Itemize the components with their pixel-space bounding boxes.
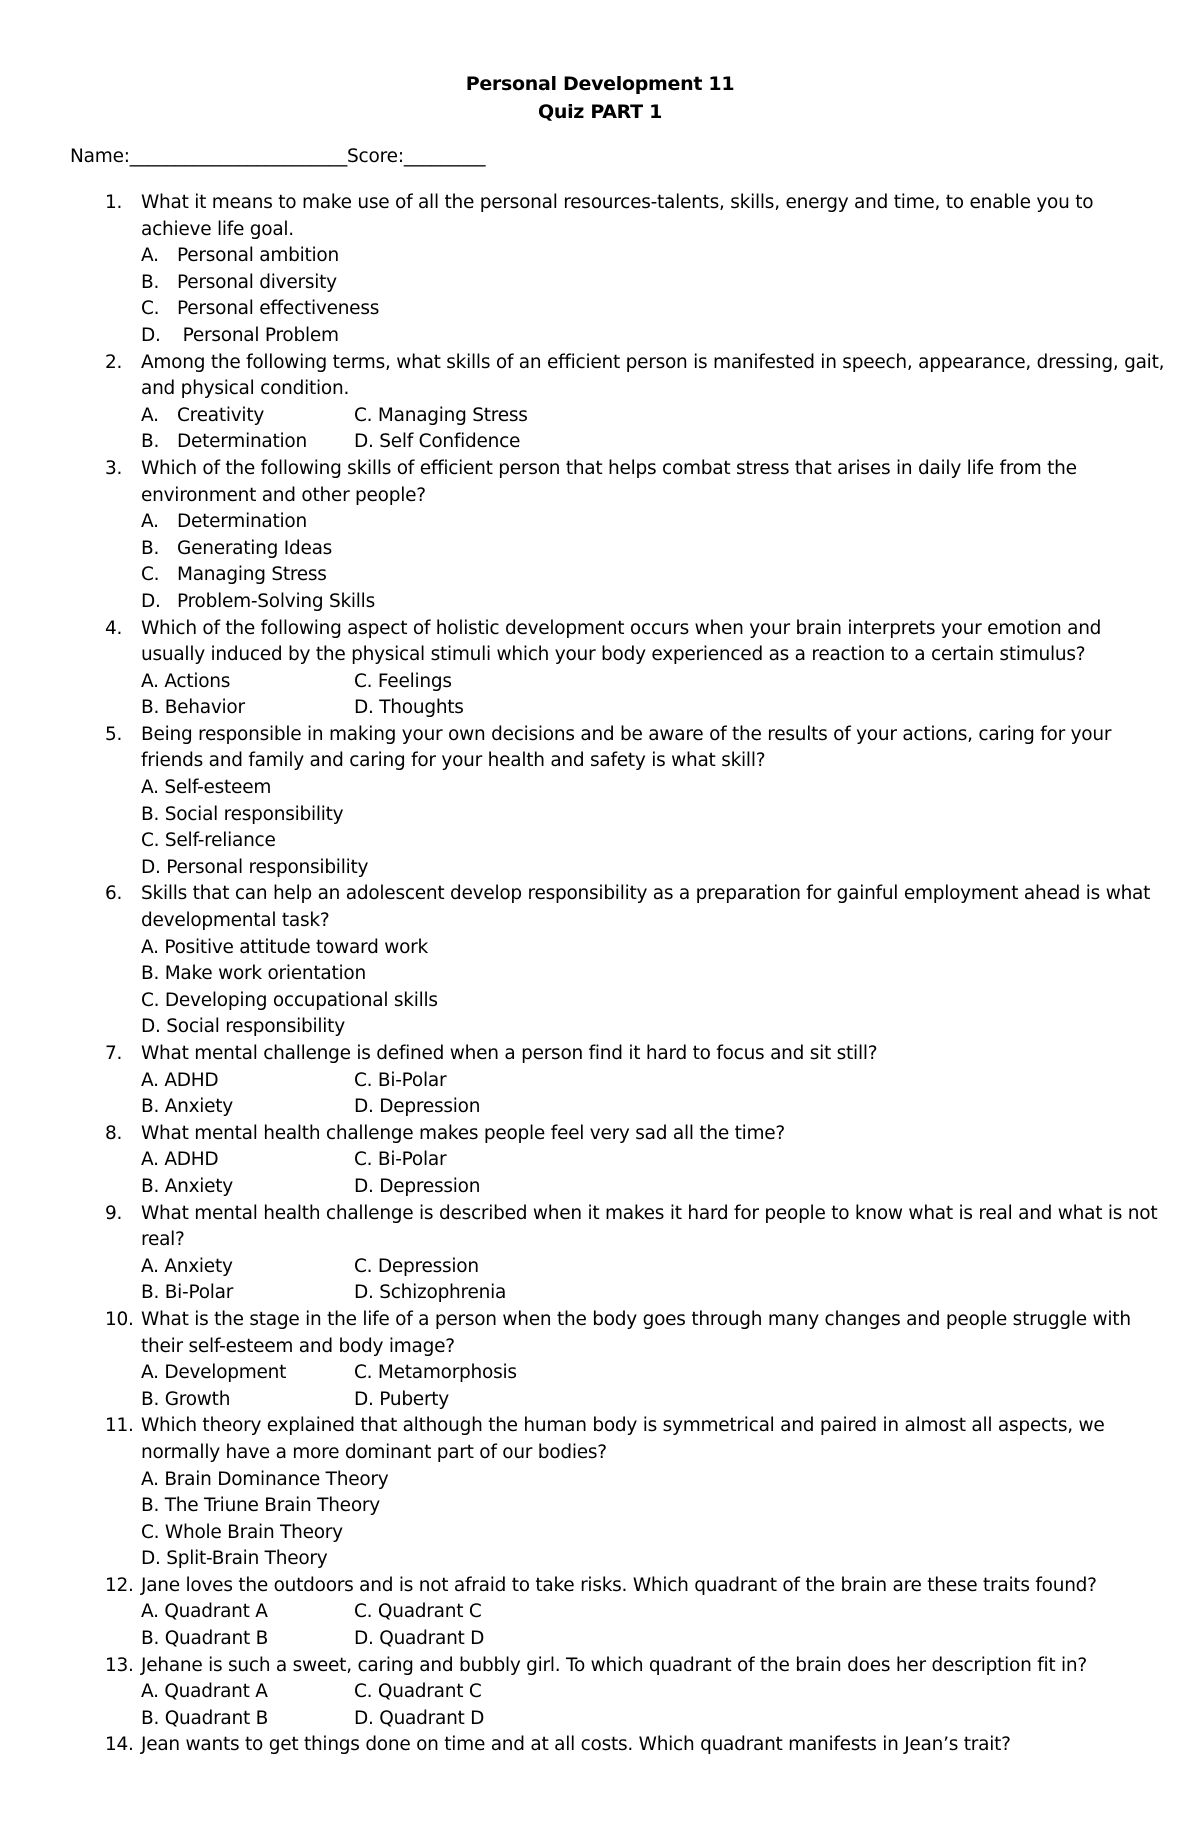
answer-option-row: [70, 1174, 1140, 1201]
question-text: [70, 1732, 1140, 1759]
question-line: developmental task?: [141, 910, 330, 932]
question-line: What mental health challenge makes people feel very sad all the time?: [141, 1122, 785, 1144]
answer-option-row: [70, 988, 1140, 1015]
option-text: A. Actions: [141, 670, 231, 692]
document-subtitle: Quiz PART 1: [537, 101, 663, 123]
option-letter: A.: [141, 245, 159, 267]
question-text-continued: [70, 483, 1140, 510]
option-text-right: C. Metamorphosis: [354, 1362, 517, 1384]
answer-option-row: [70, 562, 1140, 589]
option-letter: A.: [141, 404, 159, 426]
option-text: C. Self-reliance: [141, 830, 276, 852]
option-text: B. Quadrant B: [141, 1628, 269, 1650]
answer-option-row: [70, 1280, 1140, 1307]
option-text-right: C. Bi-Polar: [354, 1069, 447, 1091]
question-text: [70, 1413, 1140, 1440]
answer-option-row: [70, 1626, 1140, 1653]
question-line: achieve life goal.: [141, 218, 294, 240]
option-text: B. Make work orientation: [141, 963, 366, 985]
option-text-right: D. Thoughts: [354, 697, 464, 719]
question-list: [70, 190, 1165, 1759]
question-number: 10.: [105, 1308, 134, 1330]
answer-option-row: [70, 1094, 1140, 1121]
option-text: B. Bi-Polar: [141, 1282, 234, 1304]
option-text: A. Positive attitude toward work: [141, 936, 428, 958]
answer-option-row: [70, 323, 1140, 350]
question-text-continued: [70, 376, 1140, 403]
answer-option-row: [70, 1706, 1140, 1733]
answer-option-row: [70, 1679, 1140, 1706]
question-number: 5.: [105, 723, 123, 745]
question-text: [70, 722, 1140, 749]
answer-option-row: [70, 669, 1140, 696]
question-text-continued: [70, 1334, 1140, 1361]
answer-option-row: [70, 403, 1140, 430]
option-text: C. Whole Brain Theory: [141, 1521, 343, 1543]
option-text: B. Anxiety: [141, 1175, 234, 1197]
question-line: Skills that can help an adolescent develop responsibility as a preparation for gainful employment ahead is what: [141, 883, 1151, 905]
answer-option-row: [70, 1493, 1140, 1520]
question-number: 6.: [105, 883, 123, 905]
option-text: A. Self-esteem: [141, 777, 272, 799]
option-text-right: D. Quadrant D: [354, 1628, 485, 1650]
option-text-right: C. Quadrant C: [354, 1601, 482, 1623]
option-text: B. Growth: [141, 1388, 231, 1410]
option-text-right: D. Self Confidence: [354, 431, 521, 453]
option-text: Problem-Solving Skills: [177, 590, 375, 612]
answer-option-row: [70, 1254, 1140, 1281]
option-text-right: D. Puberty: [354, 1388, 449, 1410]
option-letter: B.: [141, 431, 160, 453]
question-text: [70, 1653, 1140, 1680]
option-text: Personal ambition: [177, 245, 339, 267]
question-line: real?: [141, 1229, 185, 1251]
question-number: 2.: [105, 351, 123, 373]
question-line: friends and family and caring for your health and safety is what skill?: [141, 750, 766, 772]
option-text: D. Split-Brain Theory: [141, 1548, 328, 1570]
option-letter: B.: [141, 537, 160, 559]
option-text: A. ADHD: [141, 1069, 219, 1091]
question-text: [70, 456, 1140, 483]
option-letter: C.: [141, 564, 160, 586]
question-text: [70, 881, 1151, 908]
option-text: C. Developing occupational skills: [141, 989, 438, 1011]
question-line: What is the stage in the life of a person when the body goes through many changes and people struggle with: [141, 1308, 1131, 1330]
question-line: Which theory explained that although the human body is symmetrical and paired in almost all aspects, we: [141, 1415, 1105, 1437]
option-text: A. Brain Dominance Theory: [141, 1468, 389, 1490]
question-line: Jehane is such a sweet, caring and bubbly girl. To which quadrant of the brain does her description fit in?: [141, 1654, 1087, 1676]
question-item: [70, 722, 1140, 882]
question-item: [70, 616, 1140, 722]
question-text-continued: [70, 217, 1140, 244]
option-text: B. The Triune Brain Theory: [141, 1495, 380, 1517]
question-text: [70, 1307, 1140, 1334]
question-text: [70, 1201, 1158, 1228]
question-line: Jane loves the outdoors and is not afraid to take risks. Which quadrant of the brain are these traits found?: [141, 1574, 1097, 1596]
option-text: A. Development: [141, 1362, 287, 1384]
option-letter: B.: [141, 271, 160, 293]
answer-option-row: [70, 855, 1140, 882]
question-line: Among the following terms, what skills of an efficient person is manifested in speech, appearance, dressing, gait,: [141, 351, 1165, 373]
question-number: 13.: [105, 1654, 134, 1676]
answer-option-row: [70, 1520, 1140, 1547]
question-text-continued: [70, 908, 1140, 935]
name-score-line: Name:________________________Score:_________: [70, 146, 486, 167]
question-text: [70, 616, 1140, 643]
option-text: Personal effectiveness: [177, 298, 380, 320]
option-text: B. Behavior: [141, 697, 245, 719]
question-number: 3.: [105, 457, 123, 479]
option-text-right: C. Feelings: [354, 670, 452, 692]
question-text: [70, 350, 1165, 377]
question-line: usually induced by the physical stimuli which your body experienced as a reaction to a certain stimulus?: [141, 644, 1086, 666]
question-item: [70, 1041, 1140, 1121]
question-line: Jean wants to get things done on time and at all costs. Which quadrant manifests in Jean’s trait?: [141, 1734, 1011, 1756]
option-letter: C.: [141, 298, 160, 320]
option-text: Managing Stress: [177, 564, 327, 586]
question-text-continued: [70, 1440, 1140, 1467]
option-text-right: D. Depression: [354, 1096, 481, 1118]
option-text: B. Social responsibility: [141, 803, 344, 825]
answer-option-row: [70, 243, 1140, 270]
question-item: [70, 1121, 1140, 1201]
answer-option-row: [70, 589, 1140, 616]
answer-option-row: [70, 509, 1140, 536]
option-text-right: C. Managing Stress: [354, 404, 528, 426]
option-text: B. Anxiety: [141, 1096, 234, 1118]
question-item: [70, 1413, 1140, 1573]
question-text: [70, 1573, 1140, 1600]
question-item: [70, 190, 1140, 350]
option-letter: D.: [141, 590, 161, 612]
question-number: 8.: [105, 1122, 123, 1144]
question-line: and physical condition.: [141, 378, 350, 400]
option-letter: D.: [141, 324, 161, 346]
question-line: What it means to make use of all the personal resources-talents, skills, energy and time, to enable you to: [141, 192, 1094, 213]
question-line: Being responsible in making your own decisions and be aware of the results of your actions, caring for your: [141, 723, 1112, 745]
option-text: D. Personal responsibility: [141, 856, 369, 878]
option-text-right: C. Depression: [354, 1255, 479, 1277]
option-text: Creativity: [177, 404, 265, 426]
question-item: [70, 1653, 1140, 1733]
answer-option-row: [70, 828, 1140, 855]
answer-option-row: [70, 1014, 1140, 1041]
option-text: A. Quadrant A: [141, 1681, 268, 1703]
answer-option-row: [70, 1360, 1140, 1387]
question-line: environment and other people?: [141, 484, 426, 506]
answer-option-row: [70, 270, 1140, 297]
question-item: [70, 1201, 1158, 1307]
answer-option-row: [70, 695, 1140, 722]
answer-option-row: [70, 775, 1140, 802]
option-letter: A.: [141, 511, 159, 533]
question-line: Which of the following skills of efficient person that helps combat stress that arises in daily life from the: [141, 457, 1077, 479]
option-text-right: C. Bi-Polar: [354, 1149, 447, 1171]
question-number: 1.: [105, 192, 123, 213]
option-text: D. Social responsibility: [141, 1016, 345, 1038]
answer-option-row: [70, 961, 1140, 988]
question-number: 7.: [105, 1043, 123, 1064]
answer-option-row: [70, 1467, 1140, 1494]
question-text: [70, 1041, 1140, 1068]
answer-option-row: [70, 1387, 1140, 1414]
answer-option-row: [70, 1599, 1140, 1626]
question-item: [70, 350, 1165, 456]
answer-option-row: [70, 802, 1140, 829]
option-text: A. Anxiety: [141, 1255, 233, 1277]
question-number: 9.: [105, 1202, 123, 1224]
question-number: 12.: [105, 1574, 134, 1596]
option-text-right: D. Depression: [354, 1175, 481, 1197]
question-text-continued: [70, 1227, 1140, 1254]
option-text: A. Quadrant A: [141, 1601, 268, 1623]
answer-option-row: [70, 536, 1140, 563]
option-text: Determination: [177, 431, 307, 453]
option-text: A. ADHD: [141, 1149, 219, 1171]
document-title: Personal Development 11: [465, 73, 735, 95]
answer-option-row: [70, 429, 1140, 456]
question-text: [70, 190, 1140, 217]
option-text: Personal Problem: [177, 324, 339, 346]
question-item: [70, 1307, 1140, 1413]
question-number: 14.: [105, 1734, 134, 1756]
question-line: What mental challenge is defined when a person find it hard to focus and sit still?: [141, 1043, 878, 1064]
question-text-continued: [70, 748, 1140, 775]
question-line: normally have a more dominant part of our bodies?: [141, 1441, 607, 1463]
option-text-right: D. Schizophrenia: [354, 1282, 507, 1304]
question-item: [70, 456, 1140, 616]
answer-option-row: [70, 935, 1140, 962]
question-line: What mental health challenge is described when it makes it hard for people to know what is real and what is not: [141, 1202, 1158, 1224]
question-item: [70, 1573, 1140, 1653]
question-item: [70, 881, 1151, 1041]
question-text: [70, 1121, 1140, 1148]
answer-option-row: [70, 1546, 1140, 1573]
question-text-continued: [70, 642, 1140, 669]
question-line: Which of the following aspect of holistic development occurs when your brain interprets your emotion and: [141, 617, 1102, 639]
answer-option-row: [70, 1068, 1140, 1095]
question-number: 4.: [105, 617, 123, 639]
answer-option-row: [70, 1147, 1140, 1174]
question-item: [70, 1732, 1140, 1759]
question-line: their self-esteem and body image?: [141, 1335, 455, 1357]
option-text-right: C. Quadrant C: [354, 1681, 482, 1703]
question-number: 11.: [105, 1415, 134, 1437]
option-text: Determination: [177, 511, 307, 533]
option-text: Generating Ideas: [177, 537, 333, 559]
answer-option-row: [70, 296, 1140, 323]
option-text-right: D. Quadrant D: [354, 1707, 485, 1729]
option-text: Personal diversity: [177, 271, 337, 293]
option-text: B. Quadrant B: [141, 1707, 269, 1729]
